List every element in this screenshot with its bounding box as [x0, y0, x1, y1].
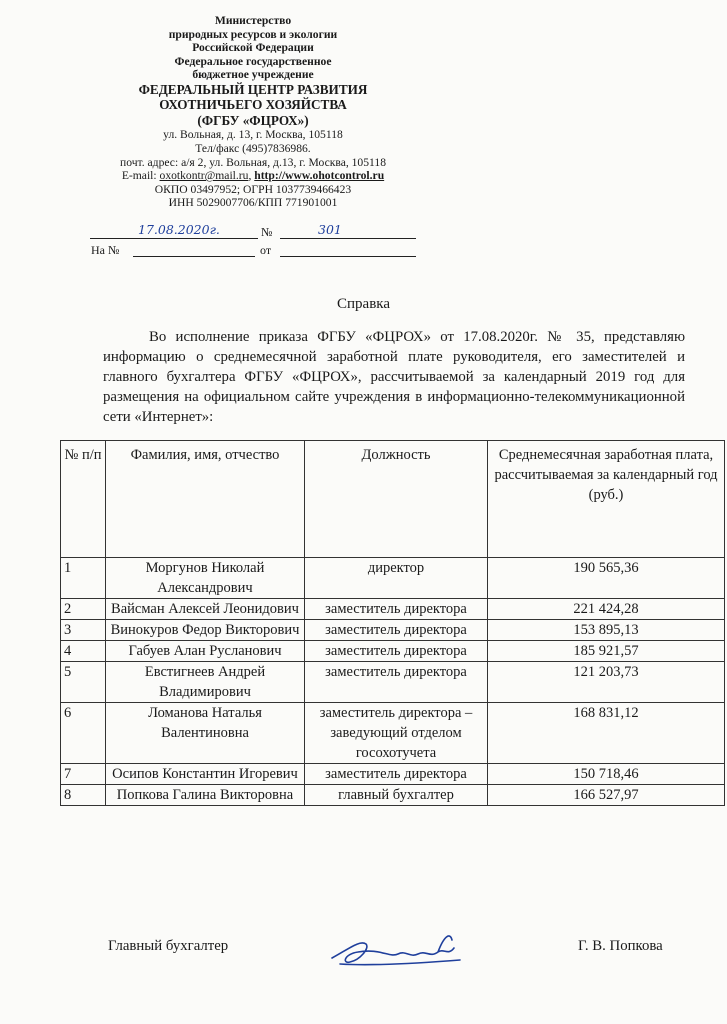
org-name-line-3: (ФГБУ «ФЦРОХ») [197, 112, 309, 128]
cell-position: заместитель директора [305, 662, 488, 703]
cell-number: 7 [61, 764, 106, 785]
signer-name: Г. В. Попкова [578, 938, 663, 954]
table-row [61, 785, 725, 806]
cell-salary: 190 565,36 [488, 558, 725, 599]
cell-number: 3 [61, 620, 106, 641]
header-number: № п/п [61, 441, 106, 558]
table-row [61, 703, 725, 764]
ot-underline [280, 256, 416, 257]
signer-role: Главный бухгалтер [108, 938, 229, 954]
org-name-line-2: ОХОТНИЧЬЕГО ХОЗЯЙСТВА [159, 97, 347, 113]
salary-table [60, 440, 725, 806]
ministry-line-5: бюджетное учреждение [192, 68, 314, 82]
cell-position: заместитель директора [305, 641, 488, 662]
cell-name: Моргунов Николай Александрович [106, 558, 305, 599]
org-name-line-1: ФЕДЕРАЛЬНЫЙ ЦЕНТР РАЗВИТИЯ [138, 81, 368, 97]
cell-position: заместитель директора [305, 764, 488, 785]
header-position: Должность [305, 441, 488, 558]
body-paragraph: Во исполнение приказа ФГБУ «ФЦРОХ» от 17.08.2020г. № 35, представляю информацию о среднемесячной заработной плате руководителя, его заместителей и главного бухгалтера ФГБУ «ФЦРОХ», рассчитываемой за календарный 2019 год для размещения на официальном сайте учреждения в информационно-телекоммуникационной сети «Интернет»: [103, 329, 685, 425]
number-underline [280, 238, 416, 239]
cell-name: Попкова Галина Викторовна [106, 785, 305, 806]
document-body [103, 327, 685, 427]
table-row [61, 599, 725, 620]
reg-date: 17.08.2020г. [138, 222, 220, 237]
ministry-line-1: Министерство [214, 14, 292, 27]
postal-address: почт. адрес: а/я 2, ул. Вольная, д.13, г. Москва, 105118 [120, 155, 386, 169]
cell-position: директор [305, 558, 488, 599]
cell-number: 8 [61, 785, 106, 806]
cell-position: главный бухгалтер [305, 785, 488, 806]
cell-salary: 221 424,28 [488, 599, 725, 620]
reg-number: 301 [318, 222, 342, 237]
header-name: Фамилия, имя, отчество [106, 441, 305, 558]
email-prefix: E-mail: [121, 169, 160, 183]
cell-position: заместитель директора [305, 620, 488, 641]
table-row [61, 764, 725, 785]
cell-number: 4 [61, 641, 106, 662]
table-row [61, 641, 725, 662]
email-link[interactable]: oxotkontr@mail.ru [159, 169, 249, 183]
document-title: Справка [337, 296, 390, 312]
cell-name: Ломанова Наталья Валентиновна [106, 703, 305, 764]
address: ул. Вольная, д. 13, г. Москва, 105118 [163, 128, 343, 142]
cell-number: 6 [61, 703, 106, 764]
na-label: На № [91, 243, 120, 257]
cell-salary: 166 527,97 [488, 785, 725, 806]
cell-position: заместитель директора – заведующий отделом госохотучета [305, 703, 488, 764]
ministry-line-2: природных ресурсов и экологии [168, 27, 338, 41]
ot-label: от [260, 243, 272, 257]
table-row [61, 558, 725, 599]
handwritten-signature [320, 918, 470, 978]
cell-name: Евстигнеев Андрей Владимирович [106, 662, 305, 703]
website-link[interactable]: http://www.ohotcontrol.ru [254, 169, 385, 183]
cell-number: 2 [61, 599, 106, 620]
cell-position: заместитель директора [305, 599, 488, 620]
ministry-line-4: Федеральное государственное [174, 54, 332, 68]
table-header-row [61, 441, 725, 558]
cell-salary: 121 203,73 [488, 662, 725, 703]
table-row [61, 662, 725, 703]
na-underline [133, 256, 255, 257]
contacts-sep: , [248, 169, 255, 183]
cell-name: Габуев Алан Русланович [106, 641, 305, 662]
ministry-line-3: Российской Федерации [192, 41, 314, 55]
cell-name: Осипов Константин Игоревич [106, 764, 305, 785]
cell-name: Винокуров Федор Викторович [106, 620, 305, 641]
num-label: № [261, 225, 273, 239]
cell-salary: 168 831,12 [488, 703, 725, 764]
okpo-ogrn: ОКПО 03497952; ОГРН 1037739466423 [154, 182, 352, 196]
letterhead [88, 14, 418, 210]
phone: Тел/факс (495)7836986. [195, 142, 311, 156]
contacts [88, 169, 418, 183]
cell-name: Вайсман Алексей Леонидович [106, 599, 305, 620]
cell-salary: 185 921,57 [488, 641, 725, 662]
date-underline [90, 238, 258, 239]
header-salary: Среднемесячная заработная плата, рассчитываемая за календарный год (руб.) [488, 441, 725, 558]
cell-number: 1 [61, 558, 106, 599]
cell-salary: 153 895,13 [488, 620, 725, 641]
inn-kpp: ИНН 5029007706/КПП 771901001 [168, 196, 338, 210]
cell-number: 5 [61, 662, 106, 703]
table-row [61, 620, 725, 641]
cell-salary: 150 718,46 [488, 764, 725, 785]
